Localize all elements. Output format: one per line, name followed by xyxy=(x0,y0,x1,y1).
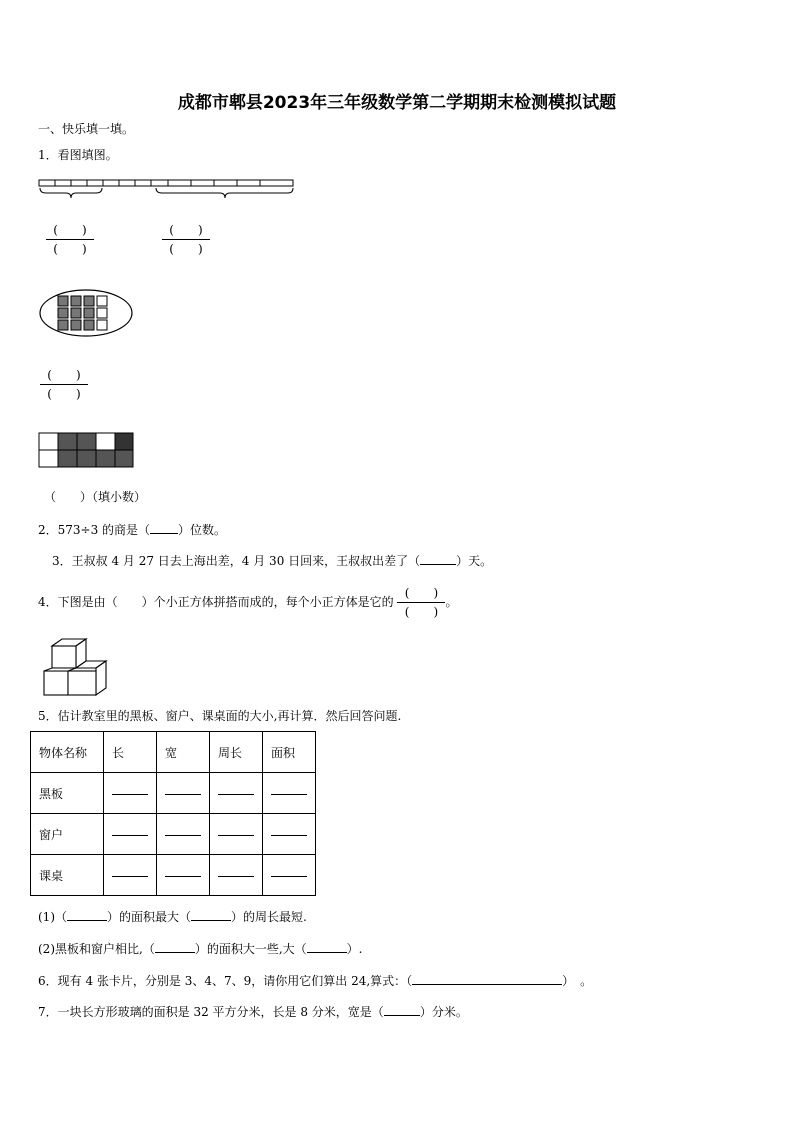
question-2 xyxy=(38,521,226,538)
sub-1-text: ）的面积最大（ xyxy=(107,910,192,924)
question-3 xyxy=(52,552,492,569)
answer-blank[interactable] xyxy=(307,952,347,953)
page-title: 成都市郫县2023年三年级数学第二学期期末检测模拟试题 xyxy=(177,93,617,113)
answer-cell[interactable] xyxy=(157,814,210,855)
answer-blank[interactable] xyxy=(150,533,178,534)
answer-cell[interactable] xyxy=(210,855,263,896)
question-4-text: 4．下图是由（ ）个小正方体拼搭而成的，每个小正方体是它的 xyxy=(38,595,394,609)
table-header-row xyxy=(31,732,316,773)
question-7-suffix: ）分米。 xyxy=(419,1005,468,1019)
question-2-suffix: ）位数。 xyxy=(178,523,227,537)
question-3-text: 3．王叔叔 4 月 27 日去上海出差，4 月 30 日回来，王叔叔出差了（ xyxy=(52,554,421,568)
sub-2-text: ）. xyxy=(346,942,363,956)
sub-2-text: ）的面积大一些,大（ xyxy=(194,942,307,956)
fraction-blank-3[interactable]: ( ) ( ) xyxy=(40,366,88,403)
answer-cell[interactable] xyxy=(263,855,316,896)
question-5-sub-1 xyxy=(38,908,307,925)
answer-blank[interactable] xyxy=(191,920,231,921)
answer-cell[interactable] xyxy=(157,773,210,814)
fraction-blank-4[interactable]: $\frac{( )}{( )}$ xyxy=(397,584,445,621)
sub-2-text: (2)黑板和窗户相比,（ xyxy=(38,942,155,956)
fraction-blank-1[interactable]: ( ) ( ) xyxy=(46,221,94,258)
answer-blank[interactable] xyxy=(420,564,456,565)
answer-blank[interactable] xyxy=(412,984,562,985)
header-cell: 长 xyxy=(104,732,157,773)
answer-cell[interactable] xyxy=(104,814,157,855)
header-cell: 物体名称 xyxy=(31,732,104,773)
answer-blank[interactable] xyxy=(155,952,195,953)
cubes-figure xyxy=(42,638,108,698)
answer-cell[interactable] xyxy=(104,773,157,814)
answer-cell[interactable] xyxy=(210,814,263,855)
ellipse-squares-figure xyxy=(38,288,136,340)
sub-1-text: (1)（ xyxy=(38,910,67,924)
question-6-text: 6．现有 4 张卡片，分别是 3、4、7、9，请你用它们算出 24,算式：（ xyxy=(38,974,413,988)
table-row xyxy=(31,773,316,814)
row-label: 窗户 xyxy=(31,814,104,855)
question-2-text: 2．573÷3 的商是（ xyxy=(38,523,151,537)
question-4-suffix: 。 xyxy=(445,595,458,609)
question-5-label: 5．估计教室里的黑板、窗户、课桌面的大小,再计算．然后回答问题. xyxy=(38,709,402,723)
estimate-table xyxy=(30,731,316,896)
table-row xyxy=(31,855,316,896)
answer-blank[interactable] xyxy=(67,920,107,921)
decimal-answer-blank[interactable]: （ ）（填小数） xyxy=(44,490,147,504)
question-7 xyxy=(38,1003,468,1020)
row-label: 课桌 xyxy=(31,855,104,896)
question-4 xyxy=(38,584,457,621)
table-row xyxy=(31,814,316,855)
section-heading: 一、快乐填一填。 xyxy=(38,122,135,136)
header-cell: 宽 xyxy=(157,732,210,773)
question-5-sub-2 xyxy=(38,940,362,957)
question-6 xyxy=(38,972,592,989)
row-label: 黑板 xyxy=(31,773,104,814)
header-cell: 周长 xyxy=(210,732,263,773)
answer-cell[interactable] xyxy=(210,773,263,814)
answer-blank[interactable] xyxy=(384,1015,420,1016)
sub-1-text: ）的周长最短. xyxy=(231,910,307,924)
answer-cell[interactable] xyxy=(263,773,316,814)
shaded-grid-figure xyxy=(38,432,136,470)
question-3-suffix: ）天。 xyxy=(456,554,493,568)
question-7-text: 7．一块长方形玻璃的面积是 32 平方分米，长是 8 分米，宽是（ xyxy=(38,1005,384,1019)
question-1-label: 1．看图填图。 xyxy=(38,148,118,162)
answer-cell[interactable] xyxy=(263,814,316,855)
header-cell: 面积 xyxy=(263,732,316,773)
answer-cell[interactable] xyxy=(104,855,157,896)
fraction-blank-2[interactable]: ( ) ( ) xyxy=(162,221,210,258)
segmented-line-figure xyxy=(38,176,296,204)
question-6-suffix: ） 。 xyxy=(562,974,593,988)
answer-cell[interactable] xyxy=(157,855,210,896)
